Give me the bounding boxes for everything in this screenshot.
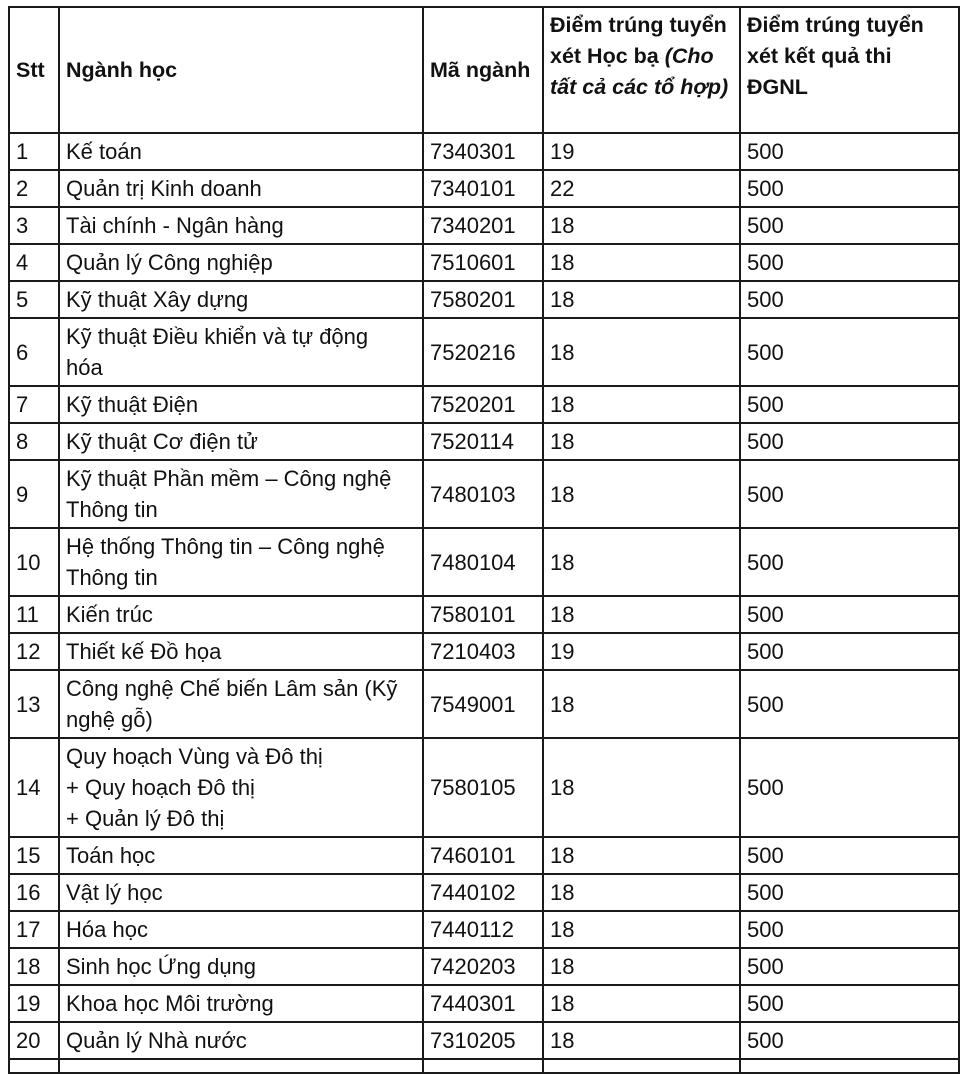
cell-major-code: 7580201 [423, 281, 543, 318]
table-row [9, 244, 959, 281]
cell-major-code: 7340101 [423, 170, 543, 207]
cell-dgnl-score: 500 [740, 985, 959, 1022]
cell-stt: 16 [9, 874, 59, 911]
cell-transcript-score: 18 [543, 1022, 740, 1059]
cell-transcript-score: 18 [543, 423, 740, 460]
cell-dgnl-score: 500 [740, 911, 959, 948]
cell-major-code: 7580101 [423, 596, 543, 633]
cell-major-name [59, 837, 423, 874]
major-name-line: Tài chính - Ngân hàng [66, 213, 284, 238]
major-name-line: Kiến trúc [66, 602, 153, 627]
cell-major-name [59, 423, 423, 460]
major-name-line: Kỹ thuật Điều khiển và tự động [66, 324, 369, 349]
table-row [9, 874, 959, 911]
table-body [9, 133, 959, 1073]
cell-major-name [59, 948, 423, 985]
cell-major-name [59, 133, 423, 170]
header-transcript-score-note: (Cho tất cả các tổ hợp) [550, 44, 729, 99]
cell-empty [9, 1059, 59, 1073]
cell-transcript-score: 18 [543, 528, 740, 596]
major-name-line: Quy hoạch Vùng và Đô thị [66, 744, 323, 769]
table-row [9, 911, 959, 948]
cell-major-code: 7210403 [423, 633, 543, 670]
table-row [9, 596, 959, 633]
cell-transcript-score: 18 [543, 738, 740, 837]
major-name-line: Sinh học Ứng dụng [66, 954, 257, 979]
major-name-line: Thiết kế Đồ họa [66, 639, 222, 664]
cell-major-name [59, 386, 423, 423]
cell-major-code: 7510601 [423, 244, 543, 281]
cell-major-code: 7480104 [423, 528, 543, 596]
cell-major-name [59, 670, 423, 738]
cell-major-name [59, 244, 423, 281]
cell-stt: 6 [9, 318, 59, 386]
cell-stt: 19 [9, 985, 59, 1022]
table-row [9, 170, 959, 207]
cell-major-code: 7549001 [423, 670, 543, 738]
header-major-code: Mã ngành [423, 7, 543, 133]
cell-transcript-score: 18 [543, 985, 740, 1022]
cell-transcript-score: 18 [543, 596, 740, 633]
cell-major-code: 7520114 [423, 423, 543, 460]
cell-major-name [59, 528, 423, 596]
cell-dgnl-score: 500 [740, 738, 959, 837]
cell-major-name [59, 985, 423, 1022]
cell-major-code: 7580105 [423, 738, 543, 837]
cell-major-name [59, 207, 423, 244]
major-name-line: Kỹ thuật Điện [66, 392, 199, 417]
cell-dgnl-score: 500 [740, 244, 959, 281]
header-stt: Stt [9, 7, 59, 133]
major-name-line: Quản trị Kinh doanh [66, 176, 262, 201]
cell-transcript-score: 18 [543, 318, 740, 386]
cell-dgnl-score: 500 [740, 1022, 959, 1059]
cell-stt: 7 [9, 386, 59, 423]
cell-stt: 13 [9, 670, 59, 738]
cell-dgnl-score: 500 [740, 423, 959, 460]
table-row [9, 318, 959, 386]
cell-major-code: 7440112 [423, 911, 543, 948]
cell-transcript-score: 18 [543, 281, 740, 318]
cell-stt: 11 [9, 596, 59, 633]
cell-transcript-score: 18 [543, 837, 740, 874]
header-transcript-score [543, 7, 740, 133]
cell-major-code: 7520201 [423, 386, 543, 423]
cell-dgnl-score: 500 [740, 386, 959, 423]
major-name-line: Vật lý học [66, 880, 163, 905]
cell-transcript-score: 18 [543, 386, 740, 423]
cell-major-name [59, 1022, 423, 1059]
cell-stt: 10 [9, 528, 59, 596]
major-name-line: Thông tin [66, 497, 158, 522]
major-name-line: + Quy hoạch Đô thị [66, 775, 255, 800]
table-header-row [9, 7, 959, 133]
cell-stt: 8 [9, 423, 59, 460]
cell-transcript-score: 18 [543, 670, 740, 738]
cell-transcript-score: 18 [543, 207, 740, 244]
table-row [9, 837, 959, 874]
major-name-line: Quản lý Công nghiệp [66, 250, 273, 275]
cell-major-name [59, 318, 423, 386]
major-name-line: Kỹ thuật Xây dựng [66, 287, 249, 312]
cell-major-code: 7460101 [423, 837, 543, 874]
cell-stt: 15 [9, 837, 59, 874]
major-name-line: Kế toán [66, 139, 142, 164]
cell-stt: 2 [9, 170, 59, 207]
admission-score-table [8, 6, 960, 1074]
table-row [9, 738, 959, 837]
cell-transcript-score: 18 [543, 244, 740, 281]
cell-major-name [59, 170, 423, 207]
major-name-line: hóa [66, 355, 103, 380]
table-row [9, 528, 959, 596]
cell-stt: 14 [9, 738, 59, 837]
cell-stt: 17 [9, 911, 59, 948]
table-row [9, 633, 959, 670]
table-row [9, 670, 959, 738]
cell-major-name [59, 738, 423, 837]
table-row [9, 1022, 959, 1059]
table-row [9, 948, 959, 985]
header-dgnl-score: Điểm trúng tuyển xét kết quả thi ĐGNL [740, 7, 959, 133]
cell-major-code: 7440102 [423, 874, 543, 911]
cell-dgnl-score: 500 [740, 170, 959, 207]
major-name-line: Toán học [66, 843, 156, 868]
cell-stt: 3 [9, 207, 59, 244]
cell-dgnl-score: 500 [740, 596, 959, 633]
cell-transcript-score: 18 [543, 911, 740, 948]
cell-major-code: 7340201 [423, 207, 543, 244]
cell-stt: 1 [9, 133, 59, 170]
cell-dgnl-score: 500 [740, 528, 959, 596]
cell-dgnl-score: 500 [740, 460, 959, 528]
table-row-cutoff [9, 1059, 959, 1073]
cell-empty [423, 1059, 543, 1073]
header-transcript-score-label: Điểm trúng tuyển xét Học bạ [550, 13, 727, 68]
table-row [9, 386, 959, 423]
cell-dgnl-score: 500 [740, 837, 959, 874]
table-row [9, 460, 959, 528]
cell-dgnl-score: 500 [740, 670, 959, 738]
cell-dgnl-score: 500 [740, 874, 959, 911]
cell-stt: 4 [9, 244, 59, 281]
table-row [9, 423, 959, 460]
table-row [9, 133, 959, 170]
cell-major-name [59, 281, 423, 318]
major-name-line: nghệ gỗ) [66, 707, 153, 732]
cell-transcript-score: 18 [543, 948, 740, 985]
table-row [9, 207, 959, 244]
cell-dgnl-score: 500 [740, 318, 959, 386]
cell-transcript-score: 22 [543, 170, 740, 207]
cell-major-code: 7420203 [423, 948, 543, 985]
cell-stt: 9 [9, 460, 59, 528]
major-name-line: Khoa học Môi trường [66, 991, 274, 1016]
cell-major-name [59, 460, 423, 528]
cell-stt: 18 [9, 948, 59, 985]
admission-score-table-container [8, 6, 958, 1074]
cell-transcript-score: 18 [543, 874, 740, 911]
cell-empty [543, 1059, 740, 1073]
cell-transcript-score: 19 [543, 133, 740, 170]
major-name-line: Hệ thống Thông tin – Công nghệ [66, 534, 385, 559]
major-name-line: Kỹ thuật Phần mềm – Công nghệ [66, 466, 392, 491]
major-name-line: Kỹ thuật Cơ điện tử [66, 429, 258, 454]
cell-stt: 5 [9, 281, 59, 318]
cell-major-name [59, 874, 423, 911]
cell-empty [59, 1059, 423, 1073]
major-name-line: + Quản lý Đô thị [66, 806, 225, 831]
major-name-line: Công nghệ Chế biến Lâm sản (Kỹ [66, 676, 398, 701]
cell-major-code: 7440301 [423, 985, 543, 1022]
cell-dgnl-score: 500 [740, 633, 959, 670]
cell-major-code: 7340301 [423, 133, 543, 170]
table-row [9, 985, 959, 1022]
major-name-line: Thông tin [66, 565, 158, 590]
cell-major-name [59, 911, 423, 948]
table-row [9, 281, 959, 318]
cell-stt: 20 [9, 1022, 59, 1059]
cell-dgnl-score: 500 [740, 281, 959, 318]
cell-transcript-score: 19 [543, 633, 740, 670]
cell-major-code: 7310205 [423, 1022, 543, 1059]
cell-empty [740, 1059, 959, 1073]
cell-major-name [59, 596, 423, 633]
cell-stt: 12 [9, 633, 59, 670]
cell-dgnl-score: 500 [740, 207, 959, 244]
cell-transcript-score: 18 [543, 460, 740, 528]
cell-major-name [59, 633, 423, 670]
cell-major-code: 7520216 [423, 318, 543, 386]
major-name-line: Hóa học [66, 917, 148, 942]
header-major-name: Ngành học [59, 7, 423, 133]
major-name-line: Quản lý Nhà nước [66, 1028, 247, 1053]
cell-dgnl-score: 500 [740, 948, 959, 985]
cell-major-code: 7480103 [423, 460, 543, 528]
cell-dgnl-score: 500 [740, 133, 959, 170]
